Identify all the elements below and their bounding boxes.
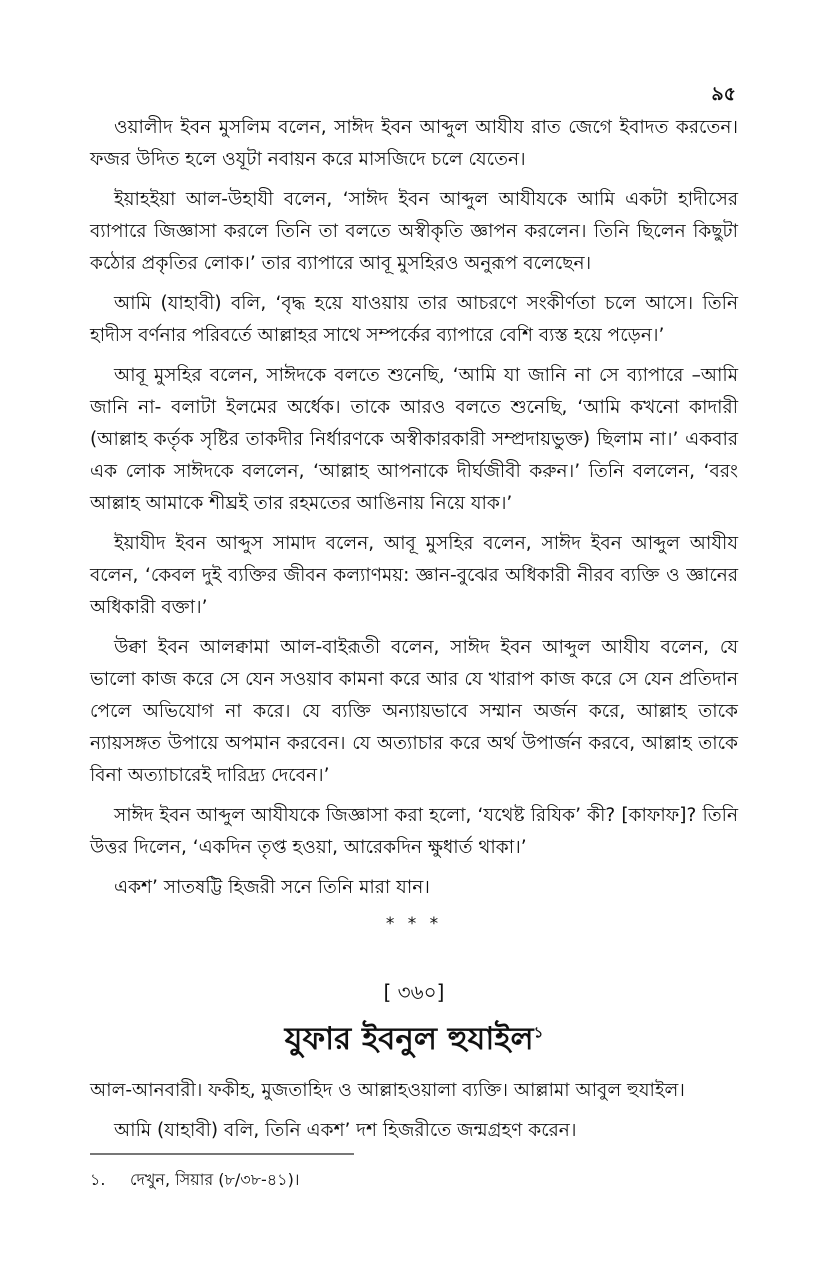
paragraph: ইয়াযীদ ইবন আব্দুস সামাদ বলেন, আবূ মুসহির বলেন, সাঈদ ইবন আব্দুল আযীয বলেন, ‘কেবল দুই ব্যক্তির জীবন কল্যাণময়: জ্ঞান-বুঝের অধিকারী নীরব ব্যক্তি ও জ্ঞানের অধিকারী বক্তা।’ [90, 533, 738, 618]
footnote-text: দেখুন, সিয়ার (৮/৩৮-৪১)। [130, 1170, 300, 1189]
paragraph: ইয়াহইয়া আল-উহাযী বলেন, ‘সাঈদ ইবন আব্দুল আযীযকে আমি একটা হাদীসের ব্যাপারে জিজ্ঞাসা করলে তিনি তা বলতে অস্বীকৃতি জ্ঞাপন করলেন। তিনি ছিলেন কিছুটা কঠোর প্রকৃতির লোক।’ তার ব্যাপারে আবূ মুসহিরও অনুরূপ বলেছেন। [90, 189, 738, 274]
paragraph: সাঈদ ইবন আব্দুল আযীযকে জিজ্ঞাসা করা হলো, ‘যথেষ্ট রিযিক’ কী? [কাফাফ]? তিনি উত্তর দিলেন, ‘একদিন তৃপ্ত হওয়া, আরেকদিন ক্ষুধার্ত থাকা।’ [90, 805, 738, 858]
footnote-divider [90, 1153, 354, 1155]
chapter-number: [ ৩৬০] [383, 980, 445, 1004]
paragraph: আবূ মুসহির বলেন, সাঈদকে বলতে শুনেছি, ‘আমি যা জানি না সে ব্যাপারে –আমি জানি না- বলাটা ইলমের অর্ধেক। তাকে আরও বলতে শুনেছি, ‘আমি কখনো কাদারী (আল্লাহ কর্তৃক সৃষ্টির তাকদীর নির্ধারণকে অস্বীকারকারী সম্প্রদায়ভুক্ত) ছিলাম না।’ একবার এক লোক সাঈদকে বললেন, ‘আল্লাহ আপনাকে দীর্ঘজীবী করুন।’ তিনি বললেন, ‘বরং আল্লাহ আমাকে শীঘ্রই তার রহমতের আঙিনায় নিয়ে যাক।’ [90, 365, 738, 514]
paragraph: আমি (যাহাবী) বলি, তিনি একশ’ দশ হিজরীতে জন্মগ্রহণ করেন। [114, 1120, 577, 1141]
page-number: ৯৫ [711, 83, 736, 105]
footnote [90, 1167, 300, 1194]
paragraph: আল-আনবারী। ফকীহ, মুজতাহিদ ও আল্লাহওয়ালা ব্যক্তি। আল্লামা আবুল হুযাইল। [90, 1080, 685, 1101]
footnote-marker: ১. [90, 1170, 106, 1189]
body-text [90, 112, 738, 1155]
section-separator: * * * [385, 914, 443, 934]
paragraph: আমি (যাহাবী) বলি, ‘বৃদ্ধ হয়ে যাওয়ায় তার আচরণে সংকীর্ণতা চলে আসে। তিনি হাদীস বর্ণনার পরিবর্তে আল্লাহর সাথে সম্পর্কের ব্যাপারে বেশি ব্যস্ত হয়ে পড়েন।’ [90, 293, 738, 346]
paragraph: উক্বা ইবন আলক্বামা আল-বাইরূতী বলেন, সাঈদ ইবন আব্দুল আযীয বলেন, যে ভালো কাজ করে সে যেন সওয়াব কামনা করে আর যে খারাপ কাজ করে সে যেন প্রতিদান পেলে অভিযোগ না করে। যে ব্যক্তি অন্যায়ভাবে সম্মান অর্জন করে, আল্লাহ তাকে ন্যায়সঙ্গত উপায়ে অপমান করবেন। যে অত্যাচার করে অর্থ উপার্জন করবে, আল্লাহ তাকে বিনা অত্যাচারেই দারিদ্র্য দেবেন।’ [90, 637, 738, 786]
paragraph: একশ’ সাতষট্টি হিজরী সনে তিনি মারা যান। [114, 877, 430, 898]
chapter-title-text: যুফার ইবনুল হুযাইল [284, 1021, 534, 1057]
footnote-reference[interactable]: ১ [533, 1023, 544, 1042]
chapter-title [90, 1015, 738, 1067]
paragraph: ওয়ালীদ ইবন মুসলিম বলেন, সাঈদ ইবন আব্দুল আযীয রাত জেগে ইবাদত করতেন। ফজর উদিত হলে ওযূটা নবায়ন করে মাসজিদে চলে যেতেন। [90, 117, 738, 170]
